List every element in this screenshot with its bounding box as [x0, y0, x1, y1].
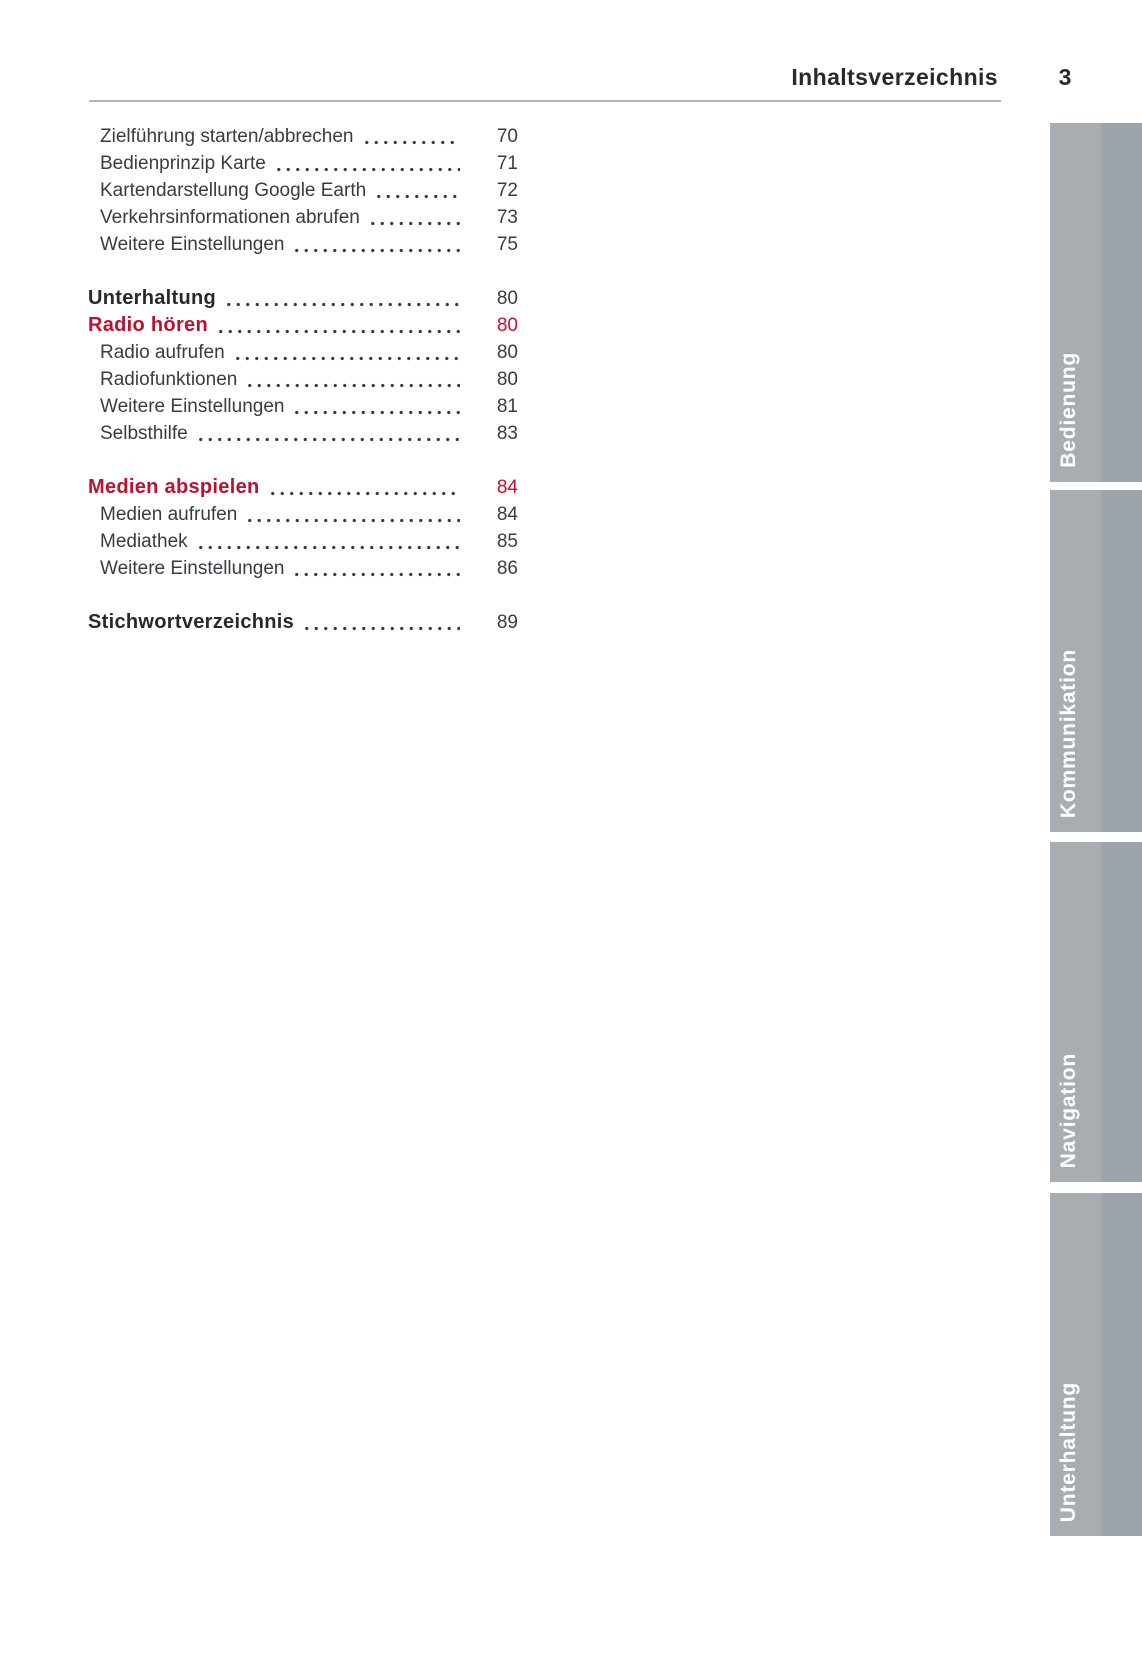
toc-row: [88, 123, 518, 150]
dot-leader: [216, 312, 460, 339]
section-tab-bedienung: [1050, 123, 1142, 482]
toc-entry-label: Weitere Einstellungen: [100, 234, 285, 255]
toc-row: [88, 393, 518, 420]
toc-row: [88, 366, 518, 393]
toc-entry-page: 80: [496, 288, 518, 309]
dot-leader: [374, 177, 460, 204]
page-number: 3: [1058, 64, 1072, 90]
toc-entry-page: 85: [496, 531, 518, 552]
toc-row: [88, 204, 518, 231]
toc-group: [88, 123, 518, 258]
dot-leader: [302, 609, 460, 636]
dot-leader: [245, 501, 460, 528]
toc-entry-label: Weitere Einstellungen: [100, 396, 285, 417]
dot-leader: [224, 285, 460, 312]
toc-entry-page: 83: [496, 423, 518, 444]
dot-leader: [362, 123, 461, 150]
toc-entry-label: Bedienprinzip Karte: [100, 153, 266, 174]
dot-leader: [274, 150, 460, 177]
section-tab-label: Bedienung: [1057, 352, 1080, 468]
toc-entry-label: Unterhaltung: [88, 287, 217, 309]
dot-leader: [292, 393, 460, 420]
toc-entry-page: 80: [496, 369, 518, 390]
section-tab-label: Unterhaltung: [1057, 1381, 1080, 1522]
toc-entry-page: 84: [496, 477, 518, 498]
toc-row: [88, 555, 518, 582]
section-tab-unterhaltung: [1050, 1193, 1142, 1536]
dot-leader: [245, 366, 460, 393]
toc-entry-label: Radiofunktionen: [100, 369, 238, 390]
toc-entry-label: Radio aufrufen: [100, 342, 225, 363]
section-tab-navigation: [1050, 842, 1142, 1182]
toc-group: [88, 474, 518, 582]
toc-row: [88, 231, 518, 258]
toc-entry-label: Stichwortverzeichnis: [88, 611, 295, 633]
toc-entry-label: Medien aufrufen: [100, 504, 238, 525]
toc-group: [88, 609, 518, 636]
toc-entry-label: Verkehrsinformationen abrufen: [100, 207, 360, 228]
toc-entry-page: 73: [496, 207, 518, 228]
toc-row: [88, 312, 518, 339]
toc-row: [88, 501, 518, 528]
dot-leader: [292, 555, 460, 582]
toc-entry-label: Zielführung starten/abbrechen: [100, 126, 354, 147]
toc-entry-label: Radio hören: [88, 314, 208, 336]
dot-leader: [368, 204, 460, 231]
dot-leader: [268, 474, 460, 501]
toc-row: [88, 150, 518, 177]
toc-group: [88, 285, 518, 447]
toc-entry-page: 81: [496, 396, 518, 417]
dot-leader: [292, 231, 460, 258]
dot-leader: [233, 339, 460, 366]
toc-row: [88, 528, 518, 555]
toc-entry-page: 84: [496, 504, 518, 525]
page-title: Inhaltsverzeichnis: [791, 64, 998, 90]
toc-row: [88, 474, 518, 501]
toc-entry-page: 71: [496, 153, 518, 174]
table-of-contents: [88, 123, 518, 636]
section-tab-kommunikation: [1050, 490, 1142, 832]
toc-entry-label: Selbsthilfe: [100, 423, 188, 444]
toc-entry-page: 89: [496, 612, 518, 633]
toc-entry-page: 80: [496, 342, 518, 363]
toc-entry-label: Mediathek: [100, 531, 188, 552]
dot-leader: [196, 420, 460, 447]
toc-entry-page: 70: [496, 126, 518, 147]
section-tab-label: Kommunikation: [1057, 648, 1080, 818]
toc-entry-label: Medien abspielen: [88, 476, 260, 498]
toc-entry-page: 86: [496, 558, 518, 579]
section-tab-label: Navigation: [1057, 1052, 1080, 1168]
section-tab-bar: [1050, 0, 1142, 1654]
toc-entry-label: Weitere Einstellungen: [100, 558, 285, 579]
toc-entry-label: Kartendarstellung Google Earth: [100, 180, 367, 201]
header-divider: [89, 100, 1001, 102]
toc-row: [88, 609, 518, 636]
toc-entry-page: 72: [496, 180, 518, 201]
dot-leader: [196, 528, 460, 555]
toc-row: [88, 177, 518, 204]
toc-row: [88, 285, 518, 312]
toc-entry-page: 75: [496, 234, 518, 255]
toc-entry-page: 80: [496, 315, 518, 336]
toc-row: [88, 339, 518, 366]
toc-row: [88, 420, 518, 447]
